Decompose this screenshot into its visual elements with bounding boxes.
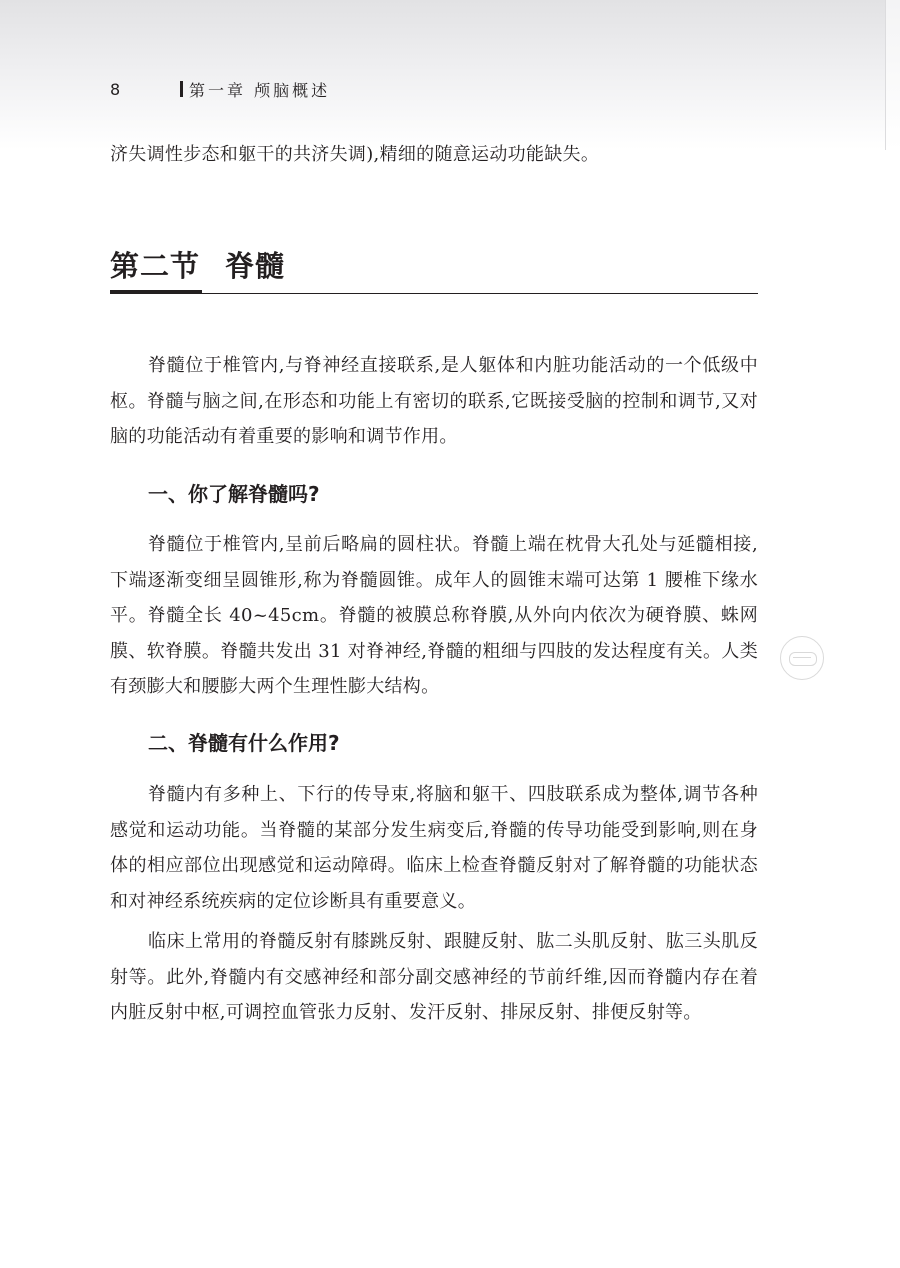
subsection-2-paragraph-2: 临床上常用的脊髓反射有膝跳反射、跟腱反射、肱二头肌反射、肱三头肌反射等。此外,脊髓内有交感神经和部分副交感神经的节前纤维,因而脊髓内存在着内脏反射中枢,可调控血管张力反射、发汗反射、排尿反射、排便反射等。	[110, 931, 758, 1023]
section-intro-paragraph: 脊髓位于椎管内,与脊神经直接联系,是人躯体和内脏功能活动的一个低级中枢。脊髓与脑之间,在形态和功能上有密切的联系,它既接受脑的控制和调节,又对脑的功能活动有着重要的影响和调节作用。	[110, 355, 758, 447]
chapter-title: 第一章 颅脑概述	[189, 80, 331, 100]
subsection-heading-1: 一、你了解脊髓吗?	[148, 482, 320, 506]
running-header	[110, 77, 330, 101]
header-background	[0, 0, 900, 150]
continuation-paragraph: 济失调性步态和躯干的共济失调),精细的随意运动功能缺失。	[110, 144, 600, 165]
section-rule	[110, 293, 758, 294]
header-divider	[180, 81, 183, 97]
section-rule-accent	[110, 290, 202, 294]
subsection-heading-2: 二、脊髓有什么作用?	[148, 731, 340, 755]
subsection-1-paragraph-1: 脊髓位于椎管内,呈前后略扁的圆柱状。脊髓上端在枕骨大孔处与延髓相接,下端逐渐变细呈圆锥形,称为脊髓圆锥。成年人的圆锥末端可达第 1 腰椎下缘水平。脊髓全长 40~45cm。脊髓的被膜总称脊膜,从外向内依次为硬脊膜、蛛网膜、软脊膜。脊髓共发出 31 对脊神经,脊髓的粗细与四肢的发达程度有关。人类有颈膨大和腰膨大两个生理性膨大结构。	[110, 534, 758, 697]
page-edge	[885, 0, 900, 150]
publisher-seal-icon	[780, 636, 824, 680]
page-number: 8	[110, 79, 121, 99]
subsection-2-paragraph-1: 脊髓内有多种上、下行的传导束,将脑和躯干、四肢联系成为整体,调节各种感觉和运动功能。当脊髓的某部分发生病变后,脊髓的传导功能受到影响,则在身体的相应部位出现感觉和运动障碍。临床上检查脊髓反射对了解脊髓的功能状态和对神经系统疾病的定位诊断具有重要意义。	[110, 784, 758, 912]
section-title: 第二节 脊髓	[110, 249, 286, 283]
